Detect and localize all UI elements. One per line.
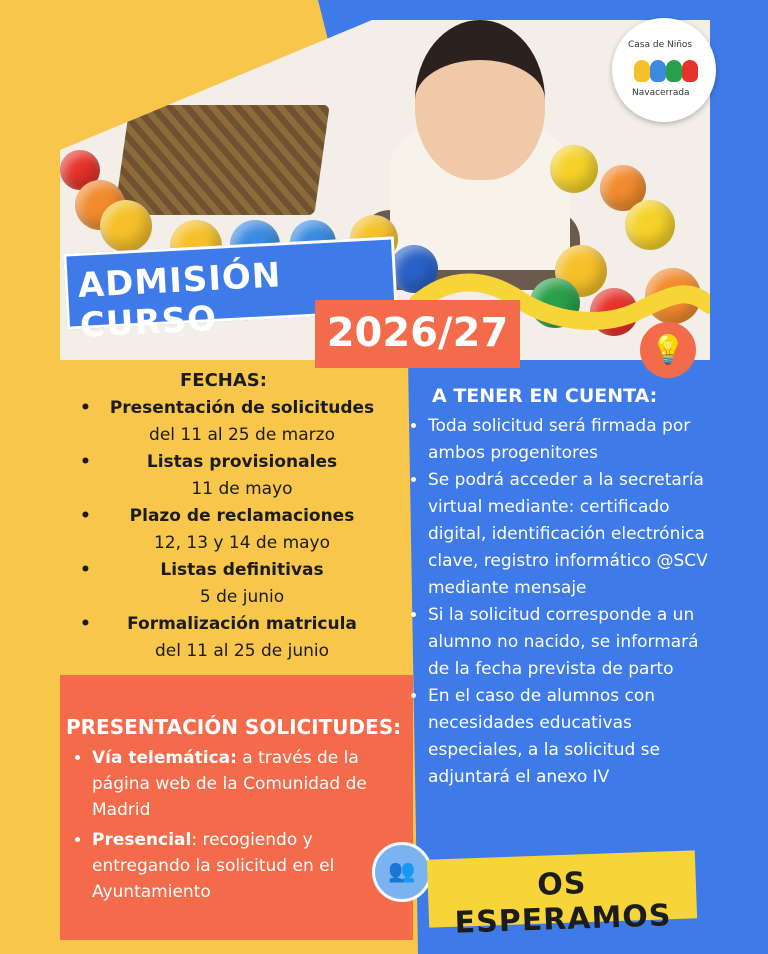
list-item: • Toda solicitud será firmada por ambos progenitores (428, 413, 710, 467)
list-item (70, 395, 400, 449)
group-icon: 👥 (372, 842, 432, 902)
list-item: • Se podrá acceder a la secretaría virtual mediante: certificado digital, identificación electrónica clave, registro informático @SCV mediante mensaje (428, 467, 710, 602)
fechas-heading: FECHAS: (180, 370, 267, 391)
title-line-2: 2026/27 (326, 310, 509, 356)
presentacion-list (60, 745, 413, 905)
closing-text: OS ESPERAMOS (454, 866, 673, 941)
ball (550, 145, 598, 193)
presentacion-text: a través de la página web de la Comunidad de Madrid (92, 748, 367, 820)
list-item: • Si la solicitud corresponde a un alumno no nacido, se informará de la fecha prevista de parto (428, 602, 710, 683)
hand-icon (650, 60, 666, 82)
hand-icon (682, 60, 698, 82)
tener-heading: A TENER EN CUENTA: (432, 385, 658, 407)
hand-icon (634, 60, 650, 82)
list-item (70, 557, 400, 611)
fecha-value: 12, 13 y 14 de mayo (153, 533, 331, 553)
os-esperamos-banner (427, 850, 697, 941)
title-line-1: ADMISIÓN CURSO (76, 255, 283, 346)
presentacion-bold: Presencial (92, 830, 192, 850)
tener-list (410, 413, 710, 791)
fechas-list (70, 395, 400, 665)
basket-illustration (114, 105, 329, 215)
lightbulb-icon: 💡 (640, 322, 696, 378)
title-year (315, 300, 520, 368)
ball (100, 200, 152, 252)
fecha-label: • Plazo de reclamaciones (84, 503, 400, 530)
presentacion-heading: PRESENTACIÓN SOLICITUDES: (66, 715, 402, 739)
fecha-label: • Listas provisionales (84, 449, 400, 476)
presentacion-section (60, 675, 413, 940)
fecha-label: • Presentación de solicitudes (84, 395, 400, 422)
child-head (415, 20, 545, 180)
fecha-label: • Formalización matricula (84, 611, 400, 638)
fecha-value: del 11 al 25 de marzo (149, 425, 335, 445)
fecha-label: • Listas definitivas (84, 557, 400, 584)
presentacion-bold: Vía telemática: (92, 748, 237, 768)
ball (625, 200, 675, 250)
hand-icon (666, 60, 682, 82)
fecha-value: 11 de mayo (191, 479, 293, 499)
logo-text-bottom: Navacerrada (632, 88, 690, 98)
list-item (92, 827, 413, 905)
fechas-section (70, 370, 400, 665)
tener-en-cuenta-section (410, 385, 710, 791)
list-item: • En el caso de alumnos con necesidades educativas especiales, a la solicitud se adjuntará el anexo IV (428, 683, 710, 791)
fecha-value: del 11 al 25 de junio (154, 641, 330, 661)
fecha-value: 5 de junio (199, 587, 285, 607)
presentacion-text: : recogiendo y entregando la solicitud en el Ayuntamiento (92, 830, 335, 902)
list-item (70, 611, 400, 665)
logo-text-top: Casa de Niños (628, 40, 693, 50)
casa-de-ninos-logo (612, 18, 716, 122)
list-item (70, 449, 400, 503)
list-item (92, 745, 413, 823)
list-item (70, 503, 400, 557)
